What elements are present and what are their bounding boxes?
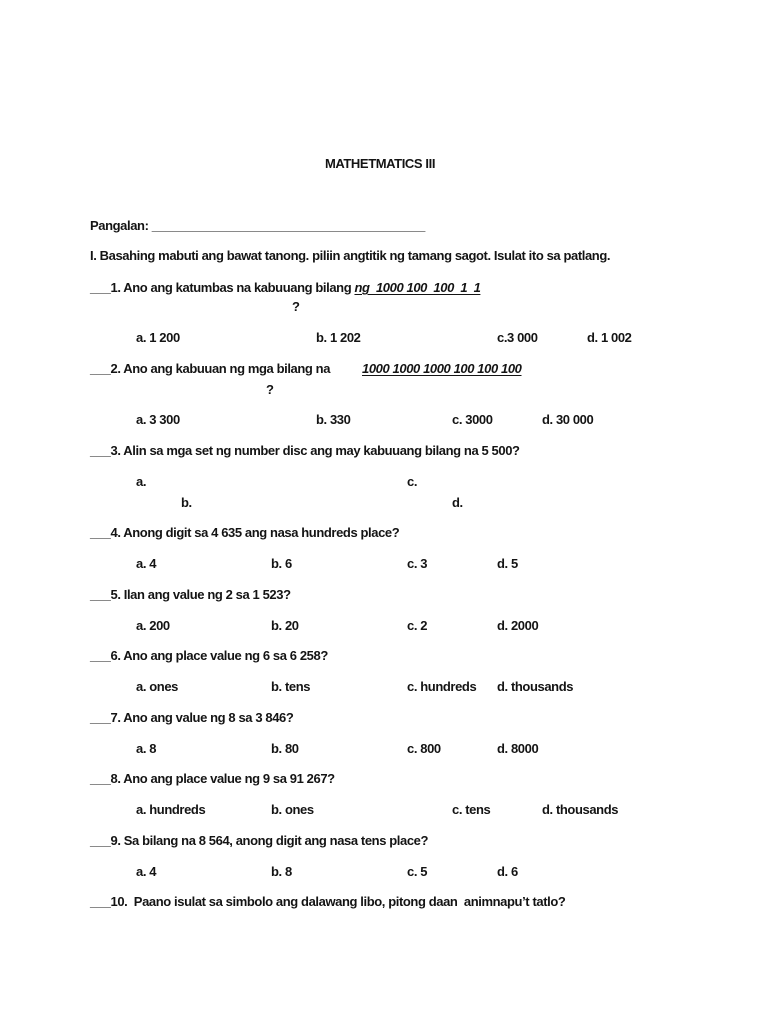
choice-c: c. tens <box>452 802 491 817</box>
question-number: 7. <box>110 710 121 725</box>
question-text: Paano isulat sa simbolo ang dalawang libo, pitong daan animnapu’t tatlo? <box>127 894 566 909</box>
question-9 <box>90 832 428 850</box>
instructions: I. Basahing mabuti ang bawat tanong. piliin angtitik ng tamang sagot. Isulat ito sa patlang. <box>90 248 611 263</box>
choice-b: b. 6 <box>271 556 292 571</box>
question-number: 10. <box>110 894 128 909</box>
choice-c: c. hundreds <box>407 679 477 694</box>
choice-c: c. 3000 <box>452 412 493 427</box>
choice-b: b. 8 <box>271 864 292 879</box>
choice-a: a. 4 <box>136 556 157 571</box>
choice-d: d. 6 <box>497 864 518 879</box>
choice-c: c. 5 <box>407 864 428 879</box>
choice-b: b. 330 <box>316 412 351 427</box>
question-number: 1. <box>110 280 121 295</box>
question-text: Anong digit sa 4 635 ang nasa hundreds place? <box>120 525 400 540</box>
question-2-tail: ? <box>266 382 274 397</box>
question-8 <box>90 770 335 788</box>
answer-blank: ___ <box>90 361 111 376</box>
choice-d: d. thousands <box>497 679 574 694</box>
choice-a: a. 200 <box>136 618 170 633</box>
choice-d: d. 1 002 <box>587 330 632 345</box>
question-text: Sa bilang na 8 564, anong digit ang nasa tens place? <box>120 833 429 848</box>
question-number: 8. <box>110 771 121 786</box>
answer-blank: ___ <box>90 525 111 540</box>
answer-blank: ___ <box>90 710 111 725</box>
name-field-label: Pangalan: <box>90 218 152 233</box>
choice-d: d. 8000 <box>497 741 539 756</box>
question-7 <box>90 709 293 727</box>
choice-b: b. 20 <box>271 618 299 633</box>
choice-c: c.3 000 <box>497 330 538 345</box>
choice-c: c. 800 <box>407 741 441 756</box>
question-number: 9. <box>110 833 121 848</box>
choice-b: b. 80 <box>271 741 299 756</box>
question-text: Alin sa mga set ng number disc ang may kabuuang bilang na 5 500? <box>120 443 520 458</box>
choice-b: b. <box>181 495 192 510</box>
answer-blank: ___ <box>90 443 111 458</box>
question-number: 6. <box>110 648 121 663</box>
question-4 <box>90 524 399 542</box>
choice-d: d. 5 <box>497 556 518 571</box>
question-3 <box>90 442 520 460</box>
question-number: 2. <box>110 361 121 376</box>
worksheet-title: MATHETMATICS III <box>324 156 436 171</box>
question-6 <box>90 647 328 665</box>
answer-blank: ___ <box>90 833 111 848</box>
choice-b: b. tens <box>271 679 311 694</box>
question-text: Ano ang place value ng 9 sa 91 267? <box>120 771 335 786</box>
question-number: 5. <box>110 587 121 602</box>
question-5 <box>90 586 291 604</box>
answer-blank: ___ <box>90 894 111 909</box>
question-1 <box>90 279 480 297</box>
name-field <box>90 217 425 235</box>
choice-a: a. ones <box>136 679 178 694</box>
question-number: 4. <box>110 525 121 540</box>
choice-c: c. 2 <box>407 618 428 633</box>
choice-b: b. 1 202 <box>316 330 361 345</box>
choice-d: d. 30 000 <box>542 412 594 427</box>
question-emphasis: ng 1000 100 100 1 1 <box>354 280 481 295</box>
question-text: Ano ang value ng 8 sa 3 846? <box>120 710 294 725</box>
answer-blank: ___ <box>90 587 111 602</box>
question-2-emphasis: 1000 1000 1000 100 100 100 <box>362 361 522 376</box>
answer-blank: ___ <box>90 771 111 786</box>
question-1-tail: ? <box>292 299 300 314</box>
question-text: Ano ang place value ng 6 sa 6 258? <box>120 648 328 663</box>
question-text: Ano ang katumbas na kabuuang bilang <box>120 280 355 295</box>
name-field-blank: ________________________________________ <box>151 218 425 233</box>
question-number: 3. <box>110 443 121 458</box>
question-10 <box>90 893 565 911</box>
question-2 <box>90 360 330 378</box>
choice-b: b. ones <box>271 802 314 817</box>
question-text: Ano ang kabuuan ng mga bilang na <box>120 361 331 376</box>
choice-a: a. 4 <box>136 864 157 879</box>
choice-a: a. 3 300 <box>136 412 180 427</box>
choice-a: a. hundreds <box>136 802 206 817</box>
question-text: Ilan ang value ng 2 sa 1 523? <box>120 587 291 602</box>
choice-a: a. 8 <box>136 741 157 756</box>
answer-blank: ___ <box>90 648 111 663</box>
choice-d: d. thousands <box>542 802 619 817</box>
choice-a: a. <box>136 474 147 489</box>
answer-blank: ___ <box>90 280 111 295</box>
choice-a: a. 1 200 <box>136 330 180 345</box>
choice-c: c. <box>407 474 418 489</box>
choice-d: d. <box>452 495 463 510</box>
choice-d: d. 2000 <box>497 618 539 633</box>
choice-c: c. 3 <box>407 556 428 571</box>
